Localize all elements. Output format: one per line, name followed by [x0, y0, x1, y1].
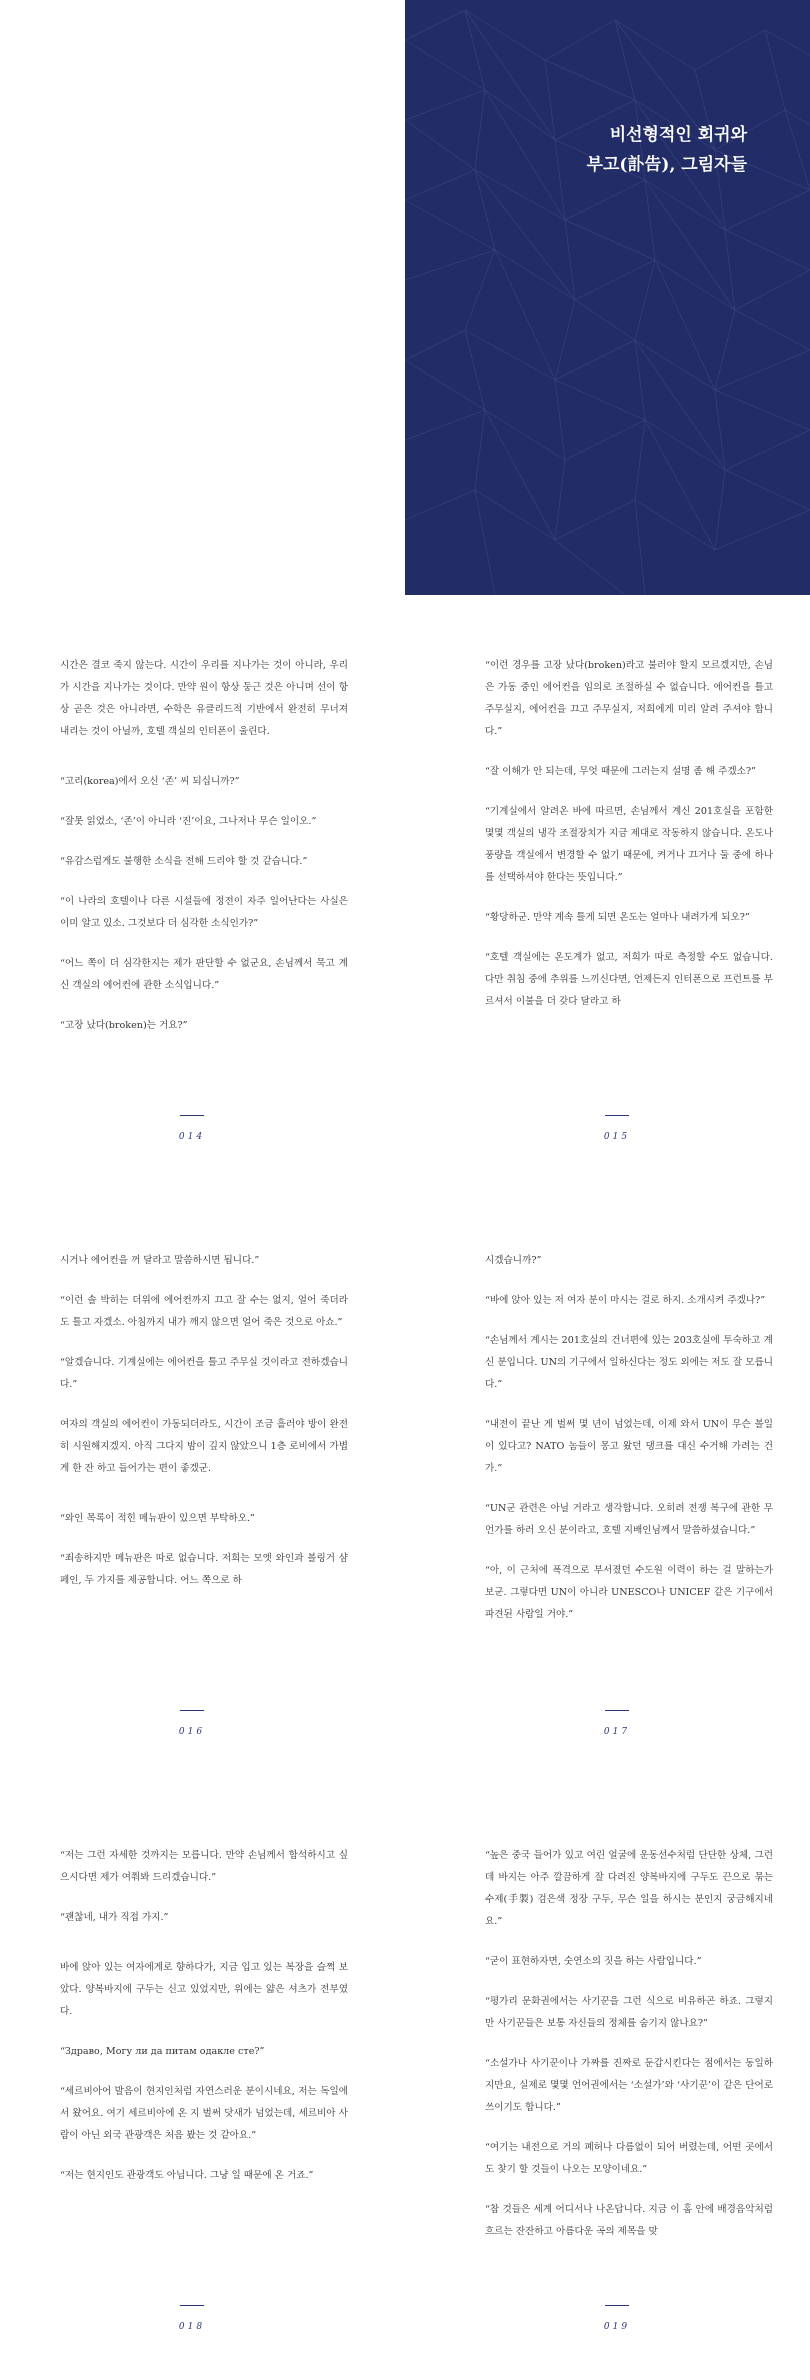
paragraph: “죄송하지만 메뉴판은 따로 없습니다. 저희는 모엣 와인과 볼링거 샴페인, 두 가지를 제공합니다. 어느 쪽으로 하 — [60, 1553, 348, 1586]
blank-page — [0, 0, 405, 595]
paragraph: 시겠습니까?” — [485, 1255, 542, 1266]
page-number — [597, 1710, 637, 1738]
page-number-text: 014 — [178, 1132, 206, 1142]
page-number — [597, 2305, 637, 2333]
paragraph: 여자의 객실의 에어컨이 가동되더라도, 시간이 조금 흘러야 방이 완전히 시원해지겠지. 아직 그다지 밤이 깊지 않았으니 1층 로비에서 가볍게 한 잔 하고 들어가는 편이 좋겠군. — [60, 1419, 348, 1474]
paragraph: “내전이 끝난 게 벌써 몇 년이 넘었는데, 이제 와서 UN이 무슨 볼일이 있다고? NATO 놈들이 몽고 왔던 댕크를 대신 수거해 가려는 건가.” — [485, 1419, 773, 1474]
folio-rule — [605, 1710, 629, 1711]
page-number-text: 017 — [603, 1727, 631, 1737]
page-014 — [0, 595, 405, 1190]
body-text — [485, 1250, 773, 1644]
chapter-title — [587, 120, 747, 180]
page-016 — [0, 1190, 405, 1785]
body-text — [60, 1845, 348, 2205]
paragraph: “잘 이해가 안 되는데, 무엇 때문에 그러는지 설명 좀 해 주겠소?” — [485, 766, 756, 777]
body-text — [60, 1250, 348, 1610]
page-019 — [405, 1785, 810, 2380]
page-number — [172, 1115, 212, 1143]
paragraph: “소설가나 사기꾼이나 가짜를 진짜로 둔갑시킨다는 점에서는 동일하지만요, 실제로 몇몇 언어권에서는 ‘소설가’와 ‘사기꾼’이 같은 단어로 쓰이기도 합니다.” — [485, 2058, 773, 2113]
chapter-cover — [405, 0, 810, 595]
paragraph: “이런 솔 박히는 더위에 에어컨까지 끄고 잘 수는 없지, 얼어 죽더라도 틀고 자겠소. 아침까지 내가 깨지 않으면 얼어 죽은 것으로 아쇼.” — [60, 1295, 348, 1328]
spread-018-019 — [0, 1785, 810, 2380]
paragraph: “괜찮네, 내가 직접 가지.” — [60, 1912, 169, 1923]
paragraph: “참 것들은 세계 어디서나 나온답니다. 지금 이 홈 안에 배경음악처럼 흐르는 잔잔하고 아름다운 곡의 제목을 맞 — [485, 2204, 773, 2237]
paragraph: “기계실에서 알려온 바에 따르면, 손님께서 계신 201호실을 포함한 몇몇 객실의 냉각 조절장치가 지금 제대로 작동하지 않습니다. 온도나 풍량을 객실에서 변경할 수 없기 때문에, 켜거나 끄거나 둘 중에 하나를 선택하셔야 한다는 뜻입니다.” — [485, 806, 773, 883]
page-018 — [0, 1785, 405, 2380]
paragraph: “손님께서 계시는 201호실의 건너편에 있는 203호실에 투숙하고 계신 분입니다. UN의 기구에서 일하신다는 정도 외에는 저도 잘 모릅니다.” — [485, 1335, 773, 1390]
spread-cover — [0, 0, 810, 595]
folio-rule — [180, 2305, 204, 2306]
folio-rule — [605, 2305, 629, 2306]
paragraph: “이 나라의 호텔이나 다른 시설들에 정전이 자주 일어난다는 사실은 이미 알고 있소. 그것보다 더 심각한 소식인가?” — [60, 896, 348, 929]
paragraph: 시거나 에어컨을 꺼 달라고 말씀하시면 됩니다.” — [60, 1255, 260, 1266]
page-number — [172, 2305, 212, 2333]
paragraph: “알겠습니다. 기계실에는 에어컨을 틀고 주무실 것이라고 전하겠습니다.” — [60, 1357, 348, 1390]
paragraph: “저는 그런 자세한 것까지는 모릅니다. 만약 손님께서 합석하시고 싶으시다면 제가 여쭤봐 드리겠습니다.” — [60, 1850, 348, 1883]
paragraph: “이런 경우를 고장 났다(broken)라고 불러야 할지 모르겠지만, 손님은 가동 중인 에어컨을 임의로 조절하실 수 없습니다. 에어컨을 틀고 주무실지, 에어컨을 끄고 주무실지, 저희에게 미리 알려 주셔야 합니다.” — [485, 660, 773, 737]
paragraph: “높은 중국 들어가 있고 여린 얼굴에 운동선수처럼 단단한 상체, 그런데 바지는 아주 깔끔하게 잘 다려진 양복바지에 구두도 끈으로 묶는 수제(手製) 검은색 정장 구두, 무슨 일을 하시는 분인지 궁금해지네요.” — [485, 1850, 773, 1927]
paragraph: “여기는 내전으로 거의 폐허나 다름없이 되어 버렸는데, 어떤 곳에서도 찾기 할 것들이 나오는 모양이네요.” — [485, 2142, 773, 2175]
body-text — [485, 655, 773, 1031]
paragraph: “평가리 문화권에서는 사기꾼을 그런 식으로 비유하곤 하죠. 그렇지만 사기꾼들은 보통 자신들의 정체를 숨기지 않나요?” — [485, 1996, 773, 2029]
body-text — [485, 1845, 773, 2261]
paragraph: “황당하군. 만약 계속 틀게 되면 온도는 얼마나 내려가게 되오?” — [485, 912, 750, 923]
paragraph: “아, 이 근처에 폭격으로 부서졌던 수도원 이력이 하는 걸 말하는가 보군. 그렇다면 UN이 아니라 UNESCO나 UNICEF 같은 기구에서 파견된 사람일 거야.” — [485, 1565, 773, 1620]
folio-rule — [180, 1115, 204, 1116]
folio-rule — [180, 1710, 204, 1711]
chapter-title-line-1: 비선형적인 회귀와 — [609, 125, 747, 145]
paragraph: “잘못 읽었소, ‘존’이 아니라 ‘진’이요, 그나저나 무슨 일이오.” — [60, 816, 317, 827]
chapter-title-line-2: 부고(訃告), 그림자들 — [586, 155, 747, 175]
paragraph: “고리(korea)에서 오신 ‘존’ 씨 되십니까?” — [60, 776, 240, 787]
paragraph: 바에 앉아 있는 여자에게로 향하다가, 지금 입고 있는 복장을 슬쩍 보았다. 양복바지에 구두는 신고 있었지만, 위에는 얇은 셔츠가 전부였다. — [60, 1962, 348, 2017]
paragraph: “바에 앉아 있는 저 여자 분이 마시는 걸로 하지. 소개시켜 주겠나?” — [485, 1295, 766, 1306]
page-015 — [405, 595, 810, 1190]
page-number — [597, 1115, 637, 1143]
paragraph: “와인 목록이 적힌 메뉴판이 있으면 부탁하오.” — [60, 1513, 255, 1524]
page-number — [172, 1710, 212, 1738]
paragraph: “굳이 표현하자면, 숫연소의 짓을 하는 사람입니다.” — [485, 1956, 702, 1967]
page-017 — [405, 1190, 810, 1785]
paragraph: 시간은 결코 죽지 않는다. 시간이 우리를 지나가는 것이 아니라, 우리가 시간을 지나가는 것이다. 만약 원이 항상 둥근 것은 아니며 선이 항상 곧은 것은 아니라면, 수학은 유클리드적 기반에서 완전히 무너져 내리는 것이 아닐까, 호텔 객실의 인터폰이 울린다. — [60, 660, 348, 737]
paragraph: “고장 났다(broken)는 거요?” — [60, 1020, 188, 1031]
paragraph: “유감스럽게도 불행한 소식을 전해 드리야 할 것 같습니다.” — [60, 856, 308, 867]
page-number-text: 019 — [603, 2322, 631, 2332]
folio-rule — [605, 1115, 629, 1116]
spread-014-015 — [0, 595, 810, 1190]
paragraph: “UN군 관련은 아닐 거라고 생각합니다. 오히려 전쟁 복구에 관한 무언가를 하러 오신 분이라고, 호텔 지배인님께서 말씀하셨습니다.” — [485, 1503, 773, 1536]
paragraph: “세르비아어 발음이 현지인처럼 자연스러운 분이시네요, 저는 독일에서 왔어요. 여기 세르비아에 온 지 벌써 닷새가 넘었는데, 세르비아 사람이 아닌 외국 관광객은 처음 봤는 것 같아요.” — [60, 2086, 348, 2141]
cover-pattern — [405, 0, 810, 595]
paragraph: “호텔 객실에는 온도계가 없고, 저희가 따로 측정할 수도 없습니다. 다만 취침 중에 추위를 느끼신다면, 언제든지 인터폰으로 프런트를 부르셔서 이불을 더 갖다 달라고 하 — [485, 952, 773, 1007]
spread-016-017 — [0, 1190, 810, 1785]
page-number-text: 018 — [178, 2322, 206, 2332]
page-number-text: 015 — [603, 1132, 631, 1142]
paragraph: “Здраво, Могу ли да питам одакле сте?” — [60, 2046, 265, 2057]
paragraph: “저는 현지인도 관광객도 아닙니다. 그냥 일 때문에 온 거죠.” — [60, 2170, 314, 2181]
page-number-text: 016 — [178, 1727, 206, 1737]
body-text — [60, 655, 348, 1055]
paragraph: “어느 쪽이 더 심각한지는 제가 판단할 수 없군요, 손님께서 묵고 계신 객실의 에어컨에 관한 소식입니다.” — [60, 958, 348, 991]
